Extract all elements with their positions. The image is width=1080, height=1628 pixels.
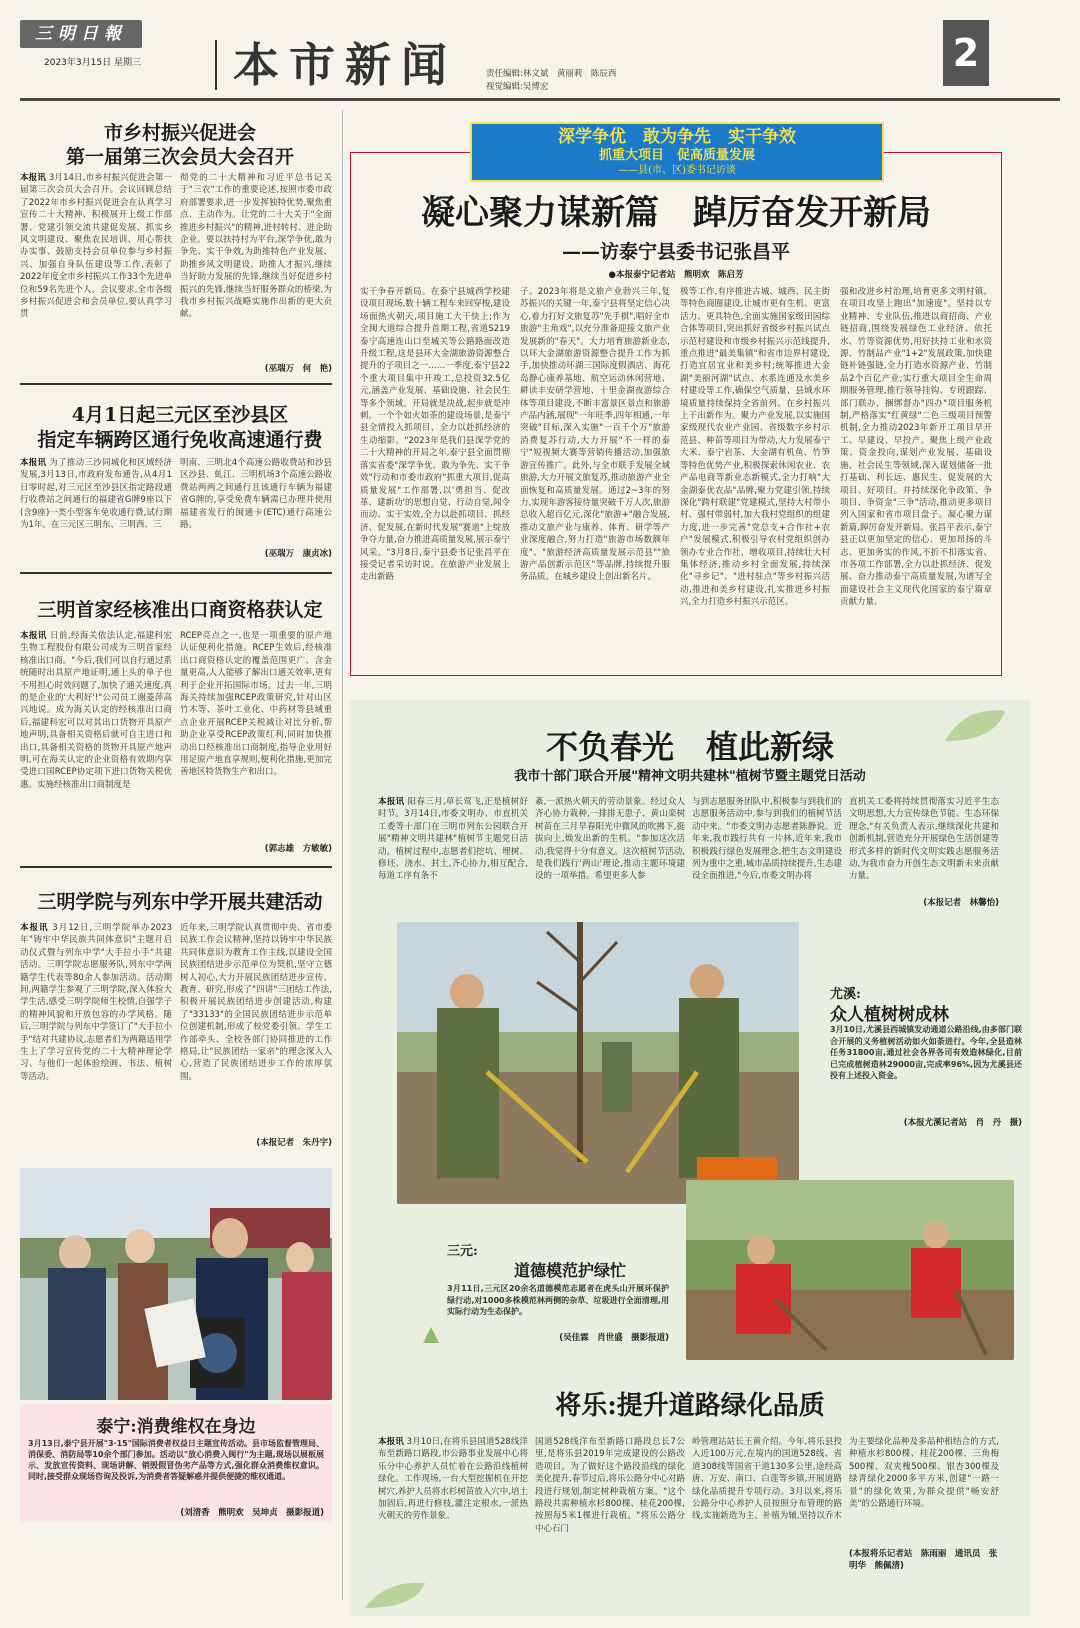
tree-article-title: 不负春光 植此新绿 [545,728,834,766]
consumer-rights-photo-illustration [20,1168,332,1400]
tree-article-subtitle: 我市十部门联合开展"精神文明共建林"植树节暨主题党日活动 [514,769,866,784]
article4-lead: 本报讯 [20,923,49,933]
jiangle-col2: 国道528线洋布至新路口路段总长7公里,是将乐县2019年完成建设的公路改造项目。为了做好这个路段沿线的绿化美化提升,春节过后,将乐公路分中心对路段进行规划,制定树种栽植方案。"这个路段共需种植水杉800棵、桂花200棵,按照每5米1棵进行栽植。"将乐公路分中心石门 [535,1437,685,1534]
youxi-text: 3月10日,尤溪县西城镇发动通道公路沿线,由多部门联合开展的义务植树活动如火如荼进行。今年,全县造林任务31800亩,通过社会各界各司有效造林绿化,目前已完成植树造林29000亩,完成率96%,因为尤溪县还投有上述投入资金。 [830,1025,1022,1080]
feature-subtitle: ——访泰宁县委书记张昌平 [561,241,790,263]
issue-date: 2023年3月15日 星期三 [44,58,141,68]
article2-title-line2: 指定车辆跨区通行免收高速通行费 [37,429,323,451]
consumer-rights-caption-byline: (刘清香 熊明欢 吴坤贞 摄影报道) [180,1508,324,1518]
divider-1 [20,383,332,385]
youxi-photo [686,1180,1014,1360]
jiangle-lead: 本报讯 [378,1437,404,1447]
tree-article-byline: (本报记者 林馨怡) [923,898,999,908]
tree-article-col1 [378,796,528,908]
article4-title: 三明学院与列东中学开展共建活动 [37,891,323,913]
article3-lead: 本报讯 [20,631,47,641]
article4-body-col1 [20,922,172,1147]
article2-col1-text: 为了推动三沙同城化和区域经济发展,3月13日,市政府发布通告,从4月1日零时起,对三元区至沙县区指定路段通行收费站之间通行的福建省G牌9座以下(含9座)一类小型客车免收通行费,试行期为1年。在三元区三明东、三明西、三 [20,458,172,531]
paper-name-text: 三明日報 [35,24,127,44]
banner-line2: 抓重大项目 促高质量发展 [598,148,755,163]
sanyuan-title: 道德模范护绿忙 [513,1261,626,1280]
jiangle-byline: (本报将乐记者站 陈雨丽 通讯员 张明华 熊佩清) [849,1549,998,1571]
jiangle-col4: 为主要绿化品种及多品种相结合的方式,种植水杉800棵、桂花200棵、三角梅500棵、双夹槐500棵、银杏300棵及绿青绿化2000多平方米,创建"一路一景"的绿化效果,为群众提供"畅安舒美"的公路通行环境。 [849,1437,999,1510]
masthead-rule [20,98,1060,101]
article1-body-col1 [20,172,172,372]
feature-col3: 极等工作,有序推进古城、城西、民主街等特色商圈建设,让城市更有生机、更富活力、更具特色,全面实施国家级田园综合体等项目,突出抓好省级乡村振兴试点示范村建设和市级乡村振兴示范线提升,重点推进"最美集镇"和省市边界村建设,打造宜居宜业和美乡村;统筹推进大金湖"美丽河湖"试点、水系连通及水美乡村建设等工作,确保空气质量、县域水环境质量持续保持全省前列。在乡村振兴上干出新作为。聚力产业发展,以实施国家级现代农业产业园、省级数字乡村示范县、种苗等项目为带动,大力发展泰宁大米、泰宁岩茶、大金湖有机鱼、竹笋等特色优势产业,积极探索休闲农业、农产品电商等新业态新模式,全力打响"大金湖泰优农品"品牌,聚力党建引领,持续深化"跨村联建"党建模式,坚持大村带小村、强村带弱村,加大我村党组织的组建力度,进一步完善"党总支+合作社+农户"发展模式,积极引导农村党组织创办领办专业合作社、增收项目,持续壮大村集体经济,推动乡村全面发展,持续深化"寻乡记"、"进村驻点"等乡村振兴活动,推进和美乡村建设,扎实推进乡村振兴,全力打造乡村振兴示范区。 [680,287,830,608]
article1-col2-text: 彻党的二十大精神和习近平总书记关于"三农"工作的重要论述,按照市委市政府部署要求,进一步发挥独特优势,聚焦重点、主动作为。让党的二十大关于"全面推进乡村振兴"的精神,进村转村、进企助企业。要以扶持村为平台,深学争优,敢为争先、实干争效,为助推特色产业发展、助推乡风文明建设、助推人才振兴,继续当好助力发展的先锋,继续当好促进乡村振兴的先锋,继续当好服务群众的桥梁,为我市乡村振兴战略实施作出新的更大贡献。 [180,173,332,320]
feature-col4: 强和改进乡村治理,培育更多文明村镇。在项目攻坚上跑出"加速度"。坚持以专业精神、专业队伍,推进以商招商、产业链招商,围绕发展绿色工业经济、依托水、竹等资源优势,用好扶持工业和水资源、竹制品产业"1+2"发展政策,加快建链补链强链,全力打造水资源产业、竹制品2个百亿产业;实行重大项目全生命周期服务管理,推行领导挂钩、专班跟踪、部门联办、捆绑督办"四办"项目服务机制,严格落实"红黄绿"二色三级项目预警机制,全力推动2023年新开工项目早开工、早建设、早投产。聚焦上级产业政策、资金投向,谋划产业发展、基础设施、社会民生等领域,深入谋划储备一批打基础、利长远、惠民生、促发展的大项目、好项目。并持续深化争政策、争项目、争资金"三争"活动,推动更多项目列入国家和省市项目盘子。凝心聚力谋新篇,踔厉奋发开新局。张昌平表示,泰宁县正以更加坚定的信心、更加昂扬的斗志、更加务实的作风,不折不扣落实省、市各项工作部署,全力以赴抓经济、促发展、奋力推动泰宁高质量发展,为谱写全面建设社会主义现代化国家的泰宁篇章贡献力量。 [840,287,992,608]
sanyuan-byline: (吴佳霖 肖世盛 摄影报道) [559,1333,669,1343]
article4-body-col2 [180,922,332,1134]
article4-byline: (本报记者 朱丹宇) [256,1138,332,1148]
consumer-rights-caption-text: 3月13日,泰宁县开展"3·15"国际消费者权益日主题宣传活动。县市场监督管理局、消保委、消防局等10余个部门参加。活动以"放心消费入闽行"为主题,现场以展板展示、发放宣传资料、现场讲解、销毁假冒伪劣产品等方式,强化群众消费维权意识。同时,接受群众现场咨询及投诉,为消费者答疑解惑并提供便捷的维权通道。 [28,1439,324,1481]
sanyuan-place: 三元: [447,1244,478,1259]
article3-body-col1 [20,630,172,855]
leaf-icon [360,1580,430,1610]
tree-article-col3: 与到志愿服务团队中,积极参与到我们的志愿服务活动中,参与到我们的植树节活动中来。"市委文明办志愿者陈静说。近年来,我市践行共有一片林,近年来,我市积极践行绿色发展理念,把生态文明建设列为重中之重,城市品质持续提升,生态建设全面推进,"今后,市委文明办将 [692,797,842,882]
article3-title: 三明首家经核准出口商资格获认定 [37,599,323,621]
article2-body-col1 [20,457,172,562]
youxi-byline: (本报尤溪记者站 肖 丹 摄) [903,1118,1022,1128]
jiangle-col1 [378,1436,528,1566]
page-number-badge [943,20,989,86]
article1-col1-text: 3月14日,市乡村振兴促进会第一届第三次会员大会召开。会议回顾总结了2022年市乡村振兴促进会在认真学习宣传二十大精神、积极展开上级工作部署、党建引领交流共建促发展、抓实乡风文明建设、聚焦农民培训、用心帮扶办实事、鼓励支持会员单位参与乡村振兴、加强自身队伍建设等工作,表彰了2022年度全市乡村振兴工作33个先进单位和59名先进个人。会议要求,全市各级乡村振兴促进会和会员单位,要认真学习贯 [20,173,172,320]
section-title: 本市新闻 [233,38,457,92]
article4-col1-text: 3月12日,三明学院举办2023年"铸牢中华民族共同体意识"主题月启动仪式暨与列东中学"大手拉小手"共建活动。三明学院志愿服务队,列东中学两籍学生代表等80余人参加活动。活动期间,两籍学生参观了三明学院,深入体验大学生活,感受三明学院师生校情,自强学子的精神风貌和开放包容的办学风格。随后,三明学院与列东中学签订了"大手拉小手"结对共建协议,志愿者们为两籍适用学生上了学习宣传党的二十大精神理论学习、与他们一起体验绘画、书法、植树等活动。 [20,923,172,1082]
tree-article-col1-text: 阳春三月,草长莺飞,正是植树好时节。3月14日,市委文明办、市直机关工委等十部门在三明市列东公园联合开展"精神文明共建林"植树节主题党日活动。植树过程中,志愿者们挖坑、埋树、修坯、浇水、封土,齐心协力,相互配合,每道工序有条不 [378,797,528,882]
article3-byline: (郭志雄 方敏敏) [264,844,332,854]
article2-title-line1: 4月1日起三元区至沙县区 [71,404,289,426]
tree-planting-illustration [397,922,799,1204]
tree-article-col2: 紊,一派热火朝天的劳动景象。经过众人齐心协力栽种,一排排无患子、黄山栾树树苗在三月早春阳光中微风的吹拂下,挺拔向上,焕发出新的生机。"参加这次活动,我觉得十分有意义。这次植树节活动,是我们践行'两山'理论,推动主题环境建设的一项举措。希望更多人参 [535,797,685,882]
youxi-title: 众人植树树成林 [830,1005,949,1025]
jiangle-title: 将乐:提升道路绿化品质 [555,1391,825,1421]
feature-col2: 子。2023年将是文旅产业勃兴三年,复苏振兴的关键一年,泰宁县将坚定信心决心,着力打好文旅复苏"先手棋",唱好全市旅游"主角戏",以充分准备迎接文旅产业发展新的"春天"。大力培育旅游新业态,以环大金湖旅游资源整合提升工作为抓手,加快推动环湖三国际度假酒店、海花岛静心康养基地、航空运动休闲营地、耕读丰安研学营地、十里金湖夜游综合体等项目建设,不断丰富景区景点和旅游产品内涵,展现"一年旺季,四年相通,一年突破"目标,深入实施"一百千个万"旅游消费复苏行动,大力开展"不一样的泰宁"短视频大赛等营销传播活动,加强旅游宣传推广。此外,与全市联手发展全域旅游,大力开展文旅复苏,推动旅游产业全面恢复和高质量发展。通过2~3年的努力,实现年游客接待量突破千万人次,旅游总收入超百亿元,深化"旅游+"融合发展,推动文旅产业与康养、体育、研学等产业深度融合,努力打造"旅游市场数额年度"、"旅游经济高质量发展示范县""旅游产品创新示范区"等品牌,持续提升服务品质。在城乡建设上创出新名片。 [520,287,670,583]
article4-col2-text: 近年来,三明学院认真贯彻中央、省市委民族工作会议精神,坚持以铸牢中华民族共同体意识为教育工作主线,以建设全国民族团结进步示范单位为契机,坚守立德树人初心,大力开展民族团结进步宣传、教育、研究,形成了"四讲"三团结工作法,积极开展民族团结进步创建活动,构建了"33133"的全国民族团结进步示范单位创建机制,形成了校党委引领、学生工作部牵头、全校各部门协同推进的工作格局,让"民族团结一家亲"的理念深入人心,营造了民族团结进步工作的浓厚氛围。 [180,923,332,1082]
article1-title-line1: 市乡村振兴促进会 [103,122,256,144]
youxi-photo-illustration [686,1180,1014,1360]
editors-credit: 责任编辑:林文斌 黄丽莉 陈辰西 [486,69,617,79]
page-number: 2 [952,31,980,75]
paper-name-logo [20,20,142,48]
article1-title-line2: 第一届第三次会员大会召开 [65,146,294,168]
visual-editor-credit: 视觉编辑:吴博宏 [486,82,549,92]
divider-2 [20,572,332,574]
youxi-place: 尤溪: [830,987,861,1002]
article1-body-col2 [180,172,332,362]
article3-col1-text: 日前,经海关依法认定,福建科宏生物工程股份有限公司成为三明首家经核准出口商。"今后,我们可以自行通过系统随时出具原产地证明,通上头的单子也不用担心时效问题了,加快了通关速度,真的是企业的'大利好'!"公司员工谢菱萍高兴地说。成为海关认定的经核准出口商后,福建科宏可以对其出口货物开具原产地声明,具备相关资格后就可自主进口和出口,具备相关资格的货物开具原产地声明,可在海关认定的企业资格有效期内享受进口国RCEP协定项下进口货物关税优惠。实施经核准出口商制度是 [20,631,172,790]
article2-body-col2 [180,457,332,545]
article2-col2-text: 明南、三明北4个高速公路收费站和沙县区沙县、虬江、三明机场3个高速公路收费站两两之间通行且该通行车辆为福建省G牌的,享受免费车辆需已办理并使用福建省发行的闽通卡(ETC)通行高速公路。 [180,458,332,531]
tree-article-lead: 本报讯 [378,797,405,807]
jiangle-col1-text: 3月10日,在将乐县国道528线洋布至新路口路段,市公路事业发展中心将乐分中心养护人员忙着在公路沿线植树绿化。工作现场,一台大型挖掘机在开挖树穴,养护人员将水杉树苗放入穴中,培土加固后,再进行修枝,灌注定根水,一派热火朝天的劳作景象。 [378,1437,528,1522]
article1-lead: 本报讯 [20,173,46,183]
feature-reporter: ●本报泰宁记者站 熊明欢 陈启芳 [608,270,744,280]
banner-line1: 深学争优 敢为争先 实干争效 [558,127,796,147]
divider-3 [20,866,332,868]
article2-lead: 本报讯 [20,458,47,468]
feature-banner [470,122,884,182]
sanyuan-text: 3月11日,三元区20余名道德模范志愿者在虎头山开展环保护绿行动,对1000多株模范林两侧的杂草、垃圾进行全面清理,用实际行动为生态保护。 [447,1284,669,1316]
tree-planting-photo [397,922,799,1204]
article3-body-col2 [180,630,332,840]
column-separator [342,110,343,1600]
consumer-rights-caption-title: 泰宁:消费维权在身边 [96,1417,256,1437]
masthead-divider [215,40,217,90]
feature-col1: 实干争春开新局。在泰宁县城西学校建设项目现场,数十辆工程车来回穿梭,建设场面热火朝天,项目施工大干快上;作为全闽大道综合提升首期工程,省道S219泰宁高速连山口至城关等公路路面改造升级工程,这是县环大金湖旅游资源整合提升的子项目之一……一季度,泰宁县22个重大项目集中开竣工,总投资32.5亿元,涵盖产业发展、基础设施、社会民生等多个领域。开局就是决战,起步就是冲刺。一个个如火如荼的建设场景,是泰宁县全情投入抓项目、全力以赴抓经济的生动缩影。"2023年是我们县深学党的二十大精神的开局之年,泰宁县全面贯彻落实省委"深学争优、敢为争先、实干争效"行动和市委市政府"抓重大项目,促高质量发展"工作部署,以'勇担当、促改革、建新功'的思想自觉、行动自觉,闻令而动、实干实效,全力以赴抓项目、抓经济、促发展,在新时代发展"赛道"上绽放争夺力量,奋力推进高质量发展,展示泰宁风采。"3月8日,泰宁县委书记张昌平在接受记者采访时说。在旅游产业发展上走出新路 [360,287,510,583]
article2-byline: (巫瑞万 康贞冰) [264,549,332,559]
banner-line3: ——县(市、区)委书记访谈 [618,165,736,176]
consumer-rights-photo [20,1168,332,1400]
feature-title: 凝心聚力谋新篇 踔厉奋发开新局 [421,193,931,233]
jiangle-col3: 岭管理站站长王黄介绍。今年,将乐县投入近100万元,在境内的国道528线、省道308线等国省干道130多公里,途经高唐、万安、南口、白莲等乡镇,开展道路绿化品质提升专项行动。3月以来,将乐公路分中心养护人员按照分布管理的路线,实施新造为主、补植为辅,坚持以乔木 [692,1437,842,1522]
tree-article-col4: 直机关工委将持续贯彻落实习近平生态文明思想,大力宣传绿色节能、生态环保理念,"有关负责人表示,继续深化共建和创新机制,营造充分开展绿色生活创建等形式多样的新时代文明实践志愿服务活动,为我市奋力开创生态文明新未来贡献力量。 [849,797,999,882]
article3-col2-text: RCEP亮点之一,也是一项重要的原产地认证便利化措施。RCEP生效后,经核准出口商资格认定的覆盖范围更广、含金量更高,人人能够了解出口通关效率,更有利于企业开拓国际市场。过去一年,三明海关持续加强RCEP政策研究,针对山区竹木等、茶叶工业化、中药材等县域重点企业开展RCEP关税减让对比分析,帮助企业享受RCEP政策红利,同时加快推动出口经核准出口商制度,指导企业用好用足原产地直享规则,便利化措施,更加完善地区特货物生产和出口。 [180,631,332,778]
article1-byline: (巫瑞万 何 艳) [264,364,332,374]
triangle-ornament-icon [423,1327,439,1343]
